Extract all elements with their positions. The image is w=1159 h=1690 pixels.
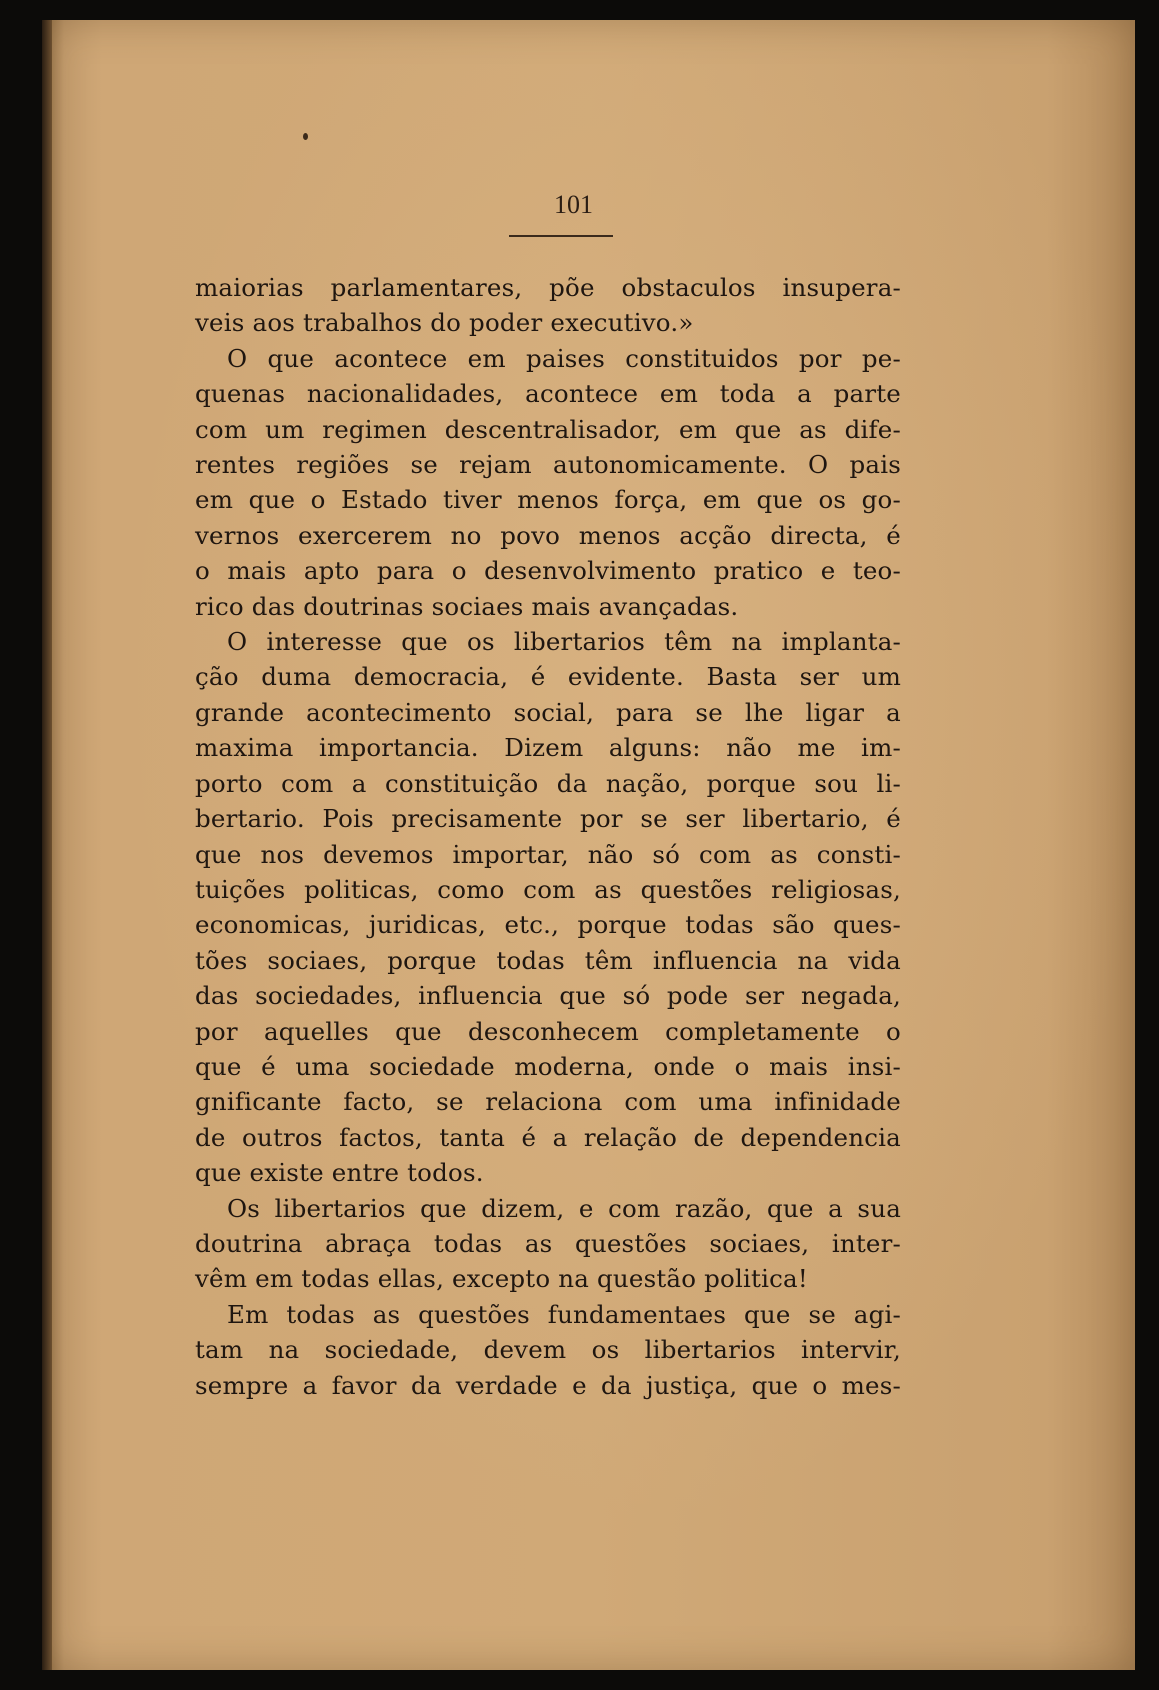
- text-line: em que o Estado tiver menos força, em que os go-: [195, 485, 901, 515]
- text-line: de outros factos, tanta é a relação de dependencia: [195, 1122, 901, 1152]
- text-line: quenas nacionalidades, acontece em toda a parte: [195, 379, 901, 409]
- text-line: O que acontece em paises constituidos por pe-: [227, 343, 901, 373]
- book-page: [42, 20, 1135, 1670]
- text-line: porto com a constituição da nação, porque sou li-: [195, 768, 901, 798]
- text-line: Em todas as questões fundamentaes que se agi-: [227, 1299, 901, 1329]
- text-line: doutrina abraça todas as questões sociaes, inter-: [195, 1228, 901, 1258]
- text-line: economicas, juridicas, etc., porque todas são ques-: [195, 910, 901, 940]
- text-line: veis aos trabalhos do poder executivo.»: [195, 308, 694, 338]
- text-line: com um regimen descentralisador, em que as dife-: [195, 414, 901, 444]
- text-line: rico das doutrinas sociaes mais avançadas.: [195, 591, 739, 621]
- page-number: 101: [554, 190, 593, 219]
- text-line: tam na sociedade, devem os libertarios intervir,: [195, 1335, 901, 1365]
- text-line: bertario. Pois precisamente por se ser libertario, é: [195, 804, 901, 834]
- text-line: que é uma sociedade moderna, onde o mais insi-: [195, 1051, 901, 1081]
- text-line: O interesse que os libertarios têm na implanta-: [227, 627, 901, 657]
- text-line: Os libertarios que dizem, e com razão, que a sua: [227, 1193, 901, 1223]
- text-line: que existe entre todos.: [195, 1158, 484, 1188]
- text-line: por aquelles que desconhecem completamente o: [195, 1016, 901, 1046]
- text-line: maxima importancia. Dizem alguns: não me im-: [195, 733, 901, 763]
- page-number-rule: [509, 235, 613, 237]
- text-line: ção duma democracia, é evidente. Basta ser um: [195, 662, 901, 692]
- text-line: o mais apto para o desenvolvimento pratico e teo-: [195, 556, 901, 586]
- text-line: maiorias parlamentares, põe obstaculos insupera-: [195, 273, 901, 302]
- body-text: [195, 270, 901, 1403]
- text-line: que nos devemos importar, não só com as consti-: [195, 839, 901, 869]
- text-line: gnificante facto, se relaciona com uma infinidade: [195, 1087, 901, 1117]
- text-line: vêm em todas ellas, excepto na questão politica!: [195, 1264, 808, 1294]
- text-line: sempre a favor da verdade e da justiça, que o mes-: [195, 1370, 901, 1400]
- text-line: grande acontecimento social, para se lhe ligar a: [195, 697, 901, 727]
- text-line: tões sociaes, porque todas têm influencia na vida: [195, 945, 901, 975]
- text-line: vernos exercerem no povo menos acção directa, é: [195, 520, 901, 550]
- text-line: rentes regiões se rejam autonomicamente. O pais: [195, 450, 901, 480]
- ink-speck: [303, 133, 308, 140]
- page-binding-edge: [42, 20, 52, 1670]
- text-line: tuições politicas, como com as questões religiosas,: [195, 874, 901, 904]
- text-line: das sociedades, influencia que só pode ser negada,: [195, 981, 901, 1011]
